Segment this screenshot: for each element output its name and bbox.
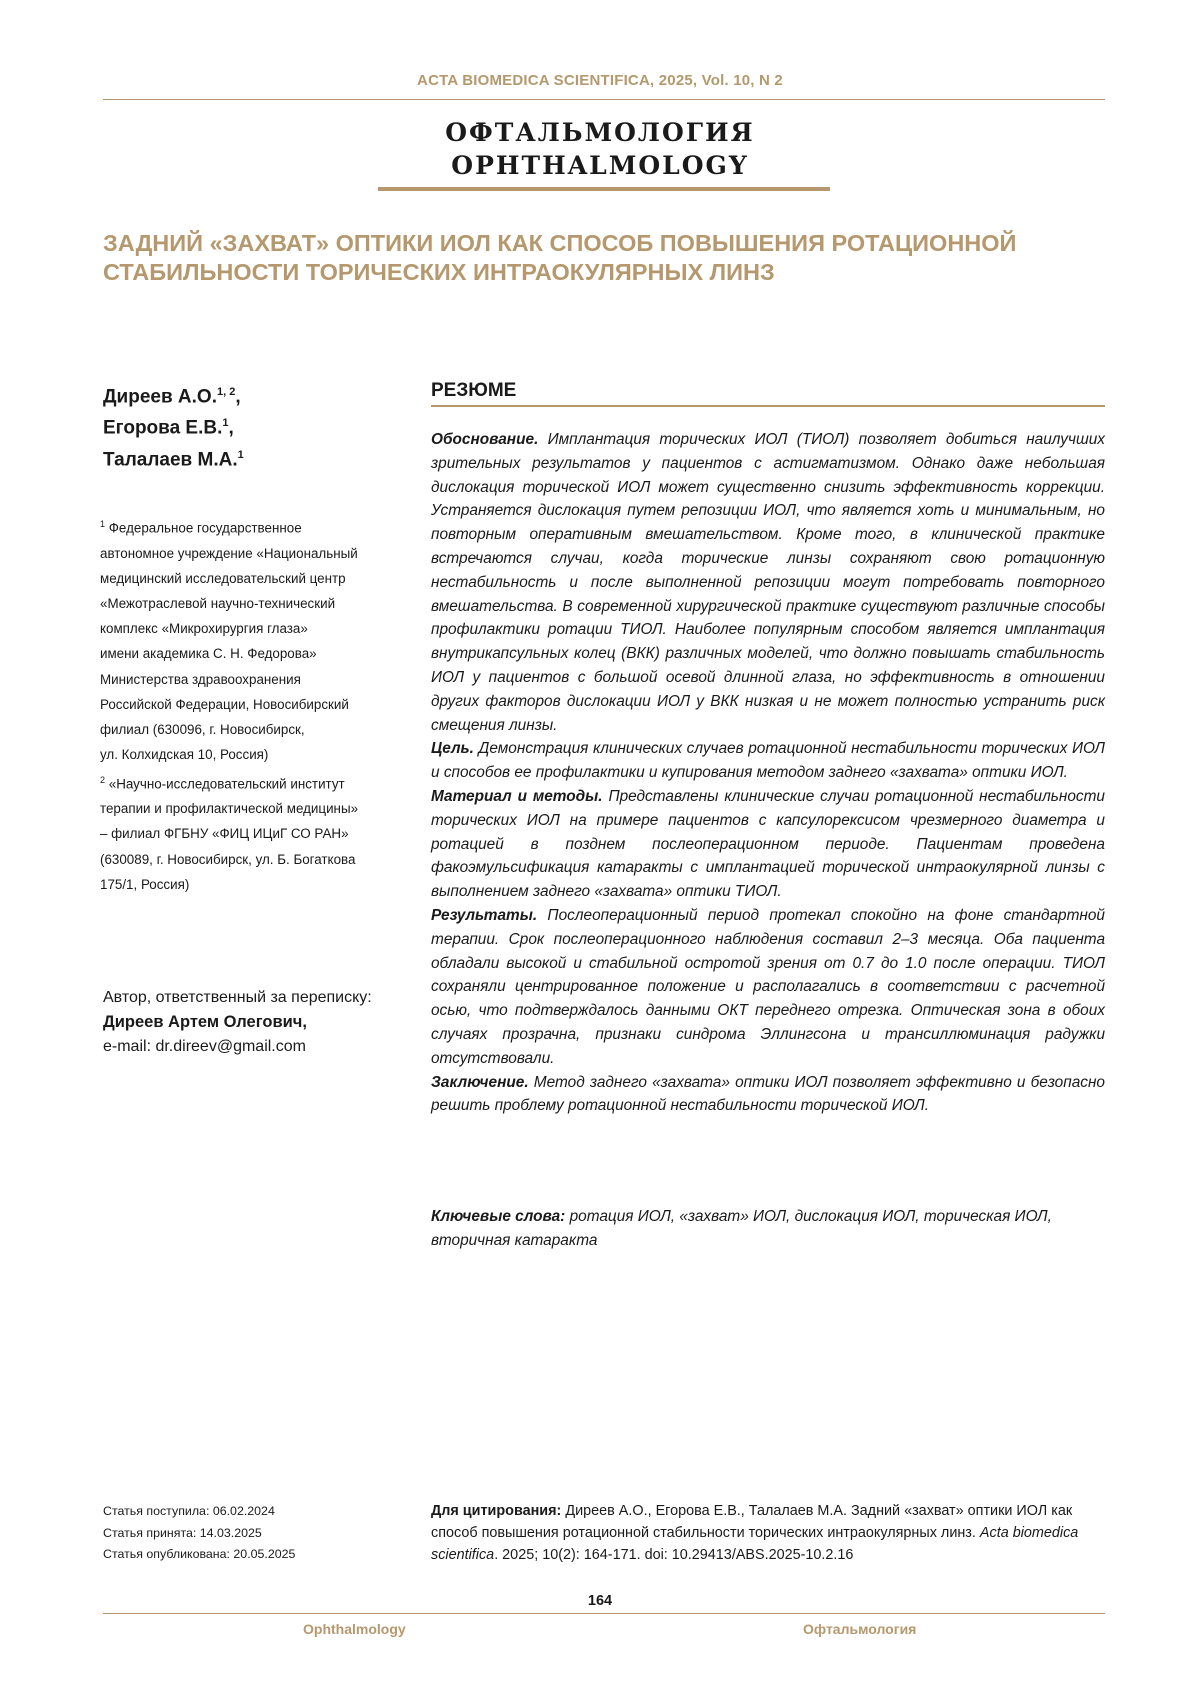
date-received: Статья поступила: 06.02.2024 <box>103 1501 403 1523</box>
page-number: 164 <box>0 1593 1200 1609</box>
footer-divider <box>103 1613 1105 1614</box>
abstract-methods: Материал и методы. Представлены клинические случаи ротационной нестабильности торических ИОЛ на примере пациентов с капсулорексисом чрезмерного диаметра и ротацией в позднем послеоперационном периоде. Пациентам проведена факоэмульсификация катаракты с имплантацией торической интраокулярной линзы с выполнением заднего «захвата» оптики ТИОЛ. <box>431 785 1105 904</box>
header-divider <box>103 99 1105 100</box>
abstract-results: Результаты. Послеоперационный период протекал спокойно на фоне стандартной терапии. Срок послеоперационного наблюдения составил 2–3 месяца. Оба пациента обладали высокой и стабильной остротой зрения от 0.7 до 1.0 после операции. ТИОЛ сохраняли центрированное положение и располагались в соответствии с расчетной осью, что подтверждалось данными ОКТ переднего отрезка. Оптическая зона в обоих случаях прозрачна, признаки синдрома Эллингсона и трансиллюминация радужки отсутствовали. <box>431 904 1105 1071</box>
keywords-list: ротация ИОЛ, «захват» ИОЛ, дислокация ИОЛ, торическая ИОЛ, вторичная катаракта <box>431 1208 1052 1249</box>
correspondence <box>103 986 423 1059</box>
section-title-ru: ОФТАЛЬМОЛОГИЯ <box>0 116 1200 149</box>
author-name: Диреев А.О.1, 2, <box>103 379 403 410</box>
article-title-line: ЗАДНИЙ «ЗАХВАТ» ОПТИКИ ИОЛ КАК СПОСОБ ПОВЫШЕНИЯ РОТАЦИОННОЙ <box>103 229 1105 258</box>
keywords-label: Ключевые слова: <box>431 1208 565 1225</box>
abstract-aim: Цель. Демонстрация клинических случаев ротационной нестабильности торических ИОЛ и способов ее профилактики и купирования методом заднего «захвата» оптики ИОЛ. <box>431 737 1105 785</box>
citation-journal: Acta biomedica scientifica <box>431 1525 1078 1563</box>
summary-heading: РЕЗЮМЕ <box>431 380 516 402</box>
date-accepted: Статья принята: 14.03.2025 <box>103 1523 403 1545</box>
article-title-line: СТАБИЛЬНОСТИ ТОРИЧЕСКИХ ИНТРАОКУЛЯРНЫХ ЛИНЗ <box>103 258 1105 287</box>
citation-label: Для цитирования: <box>431 1503 561 1519</box>
affiliation-2: 2 «Научно-исследовательский институт терапии и профилактической медицины» – филиал ФГБНУ «ФИЦ ИЦиГ СО РАН» (630089, г. Новосибирск, ул. Б. Богаткова 175/1, Россия) <box>100 768 410 897</box>
correspondence-name: Диреев Артем Олегович, <box>103 1010 423 1035</box>
abstract-background: Обоснование. Имплантация торических ИОЛ (ТИОЛ) позволяет добиться наилучших зрительных результатов у пациентов с астигматизмом. Однако даже небольшая дислокация торической ИОЛ может существенно снизить эффективность коррекции. Устраняется дислокация путем репозиции ИОЛ, что является хоть и минимальным, но повторным оперативным вмешательством. Кроме того, в клинической практике встречаются случаи, когда торические линзы сохраняют свою ротационную нестабильность и после выполненной репозиции могут потребовать повторного вмешательства. В современной хирургической практике существуют различные способы профилактики ротации ТИОЛ. Наиболее популярным способом является имплантация внутрикапсульных колец (ВКК) различных моделей, что должно повышать стабильность ИОЛ у пациентов с большой осевой длинной глаза, но эффективность в отношении других факторов дислокации ИОЛ у ВКК низкая и не может полностью устранить риск смещения линзы. <box>431 428 1105 737</box>
section-title-en: OPHTHALMOLOGY <box>0 149 1200 182</box>
affiliation-1: 1 Федеральное государственное автономное учреждение «Национальный медицинский исследовательский центр «Межотраслевой научно-технический комплекс «Микрохирургия глаза» имени академика С. Н. Федорова» Министерства здравоохранения Российской Федерации, Новосибирский филиал (630096, г. Новосибирск, ул. Колхидская 10, Россия) <box>100 512 410 768</box>
author-name: Егорова Е.В.1, <box>103 410 403 441</box>
article-title <box>103 229 1105 287</box>
section-title-underline <box>378 187 830 191</box>
section-title <box>0 116 1200 182</box>
abstract-body <box>431 428 1105 1118</box>
author-name: Талалаев М.А.1 <box>103 442 403 473</box>
affiliations <box>100 512 410 897</box>
citation: Для цитирования: Диреев А.О., Егорова Е.В., Талалаев М.А. Задний «захват» оптики ИОЛ как способ повышения ротационной стабильности торических интраокулярных линз. Acta biomedica scientifica. 2025; 10(2): 164-171. doi: 10.29413/ABS.2025-10.2.16 <box>431 1500 1105 1566</box>
article-dates <box>103 1501 403 1566</box>
author-list <box>103 379 403 473</box>
journal-header: ACTA BIOMEDICA SCIENTIFICA, 2025, Vol. 10, N 2 <box>0 72 1200 89</box>
keywords <box>431 1205 1105 1253</box>
footer-section-en: Ophthalmology <box>303 1621 406 1637</box>
abstract-conclusion: Заключение. Метод заднего «захвата» оптики ИОЛ позволяет эффективно и безопасно решить проблему ротационной нестабильности торической ИОЛ. <box>431 1071 1105 1119</box>
correspondence-label: Автор, ответственный за переписку: <box>103 986 423 1010</box>
date-published: Статья опубликована: 20.05.2025 <box>103 1544 403 1566</box>
summary-divider <box>431 405 1105 407</box>
correspondence-email[interactable]: e-mail: dr.direev@gmail.com <box>103 1035 423 1059</box>
footer-section-ru: Офтальмология <box>803 1621 916 1637</box>
